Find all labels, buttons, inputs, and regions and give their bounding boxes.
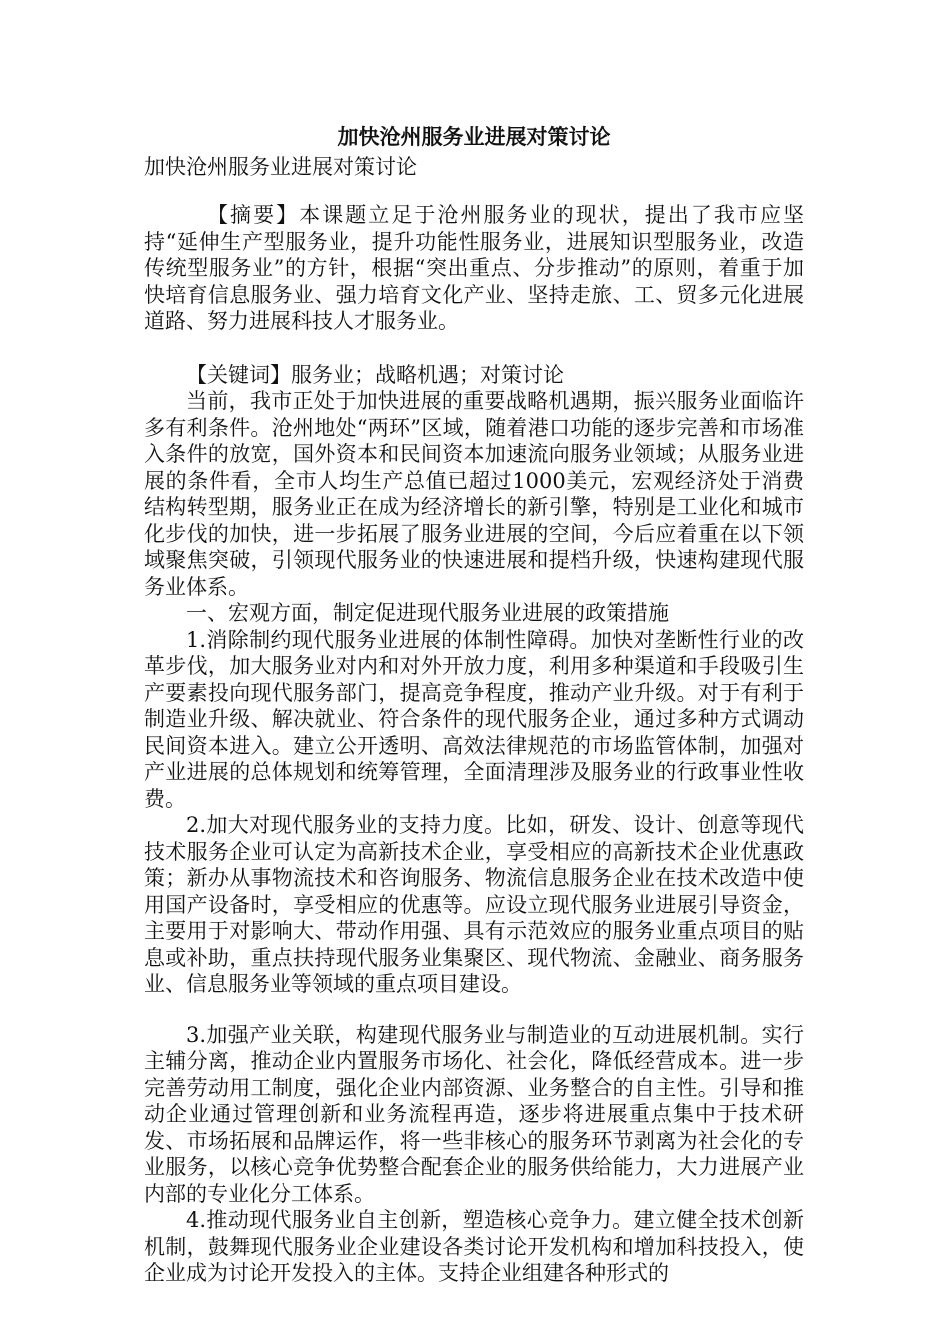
section-heading-1: 一、宏观方面，制定促进现代服务业进展的政策措施: [186, 601, 669, 625]
body-paragraph-2: 1.消除制约现代服务业进展的体制性障碍。加快对垄断性行业的改革步伐，加大服务业对内和对外开放力度，利用多种渠道和手段吸引生产要素投向现代服务部门，提高竞争程度，推动产业升级。对于有利于制造业升级、解决就业、符合条件的现代服务企业，通过多种方式调动民间资本进入。建立公开透明、高效法律规范的市场监管体制，加强对产业进展的总体规划和统筹管理，全面清理涉及服务业的行政事业性收费。: [144, 627, 804, 811]
document-title: 加快沧州服务业进展对策讨论: [337, 124, 611, 149]
body-paragraph-3: 2.加大对现代服务业的支持力度。比如，研发、设计、创意等现代技术服务企业可认定为高新技术企业，享受相应的高新技术企业优惠政策；新办从事物流技术和咨询服务、物流信息服务企业在技术改造中使用国产设备时，享受相应的优惠等。应设立现代服务业进展引导资金，主要用于对影响大、带动作用强、具有示范效应的服务业重点项目的贴息或补助，重点扶持现代服务业集聚区、现代物流、金融业、商务服务业、信息服务业等领域的重点项目建设。: [144, 813, 804, 996]
abstract-paragraph: 【摘要】本课题立足于沧州服务业的现状，提出了我市应坚持“延伸生产型服务业，提升功能性服务业，进展知识型服务业，改造传统型服务业”的方针，根据“突出重点、分步推动”的原则，着重于加快培育信息服务业、强力培育文化产业、坚持走旅、工、贸多元化进展道路、努力进展科技人才服务业。: [144, 203, 804, 333]
document-subtitle: 加快沧州服务业进展对策讨论: [144, 155, 417, 179]
body-paragraph-5: 4.推动现代服务业自主创新，塑造核心竞争力。建立健全技术创新机制，鼓舞现代服务业企业建设各类讨论开发机构和增加科技投入，使企业成为讨论开发投入的主体。支持企业组建各种形式的: [144, 1208, 804, 1285]
keywords-line: 【关键词】服务业；战略机遇；对策讨论: [186, 362, 564, 387]
body-paragraph-1: 当前，我市正处于加快进展的重要战略机遇期，振兴服务业面临许多有利条件。沧州地处“两环”区域，随着港口功能的逐步完善和市场准入条件的放宽，国外资本和民间资本加速流向服务业领域；从服务业进展的条件看，全市人均生产总值已超过1000美元，宏观经济处于消费结构转型期，服务业正在成为经济增长的新引擎，特别是工业化和城市化步伐的加快，进一步拓展了服务业进展的空间，今后应着重在以下领域聚焦突破，引领现代服务业的快速进展和提档升级，快速构建现代服务业体系。: [144, 389, 804, 599]
document-body: [144, 122, 804, 1287]
body-paragraph-4: 3.加强产业关联，构建现代服务业与制造业的互动进展机制。实行主辅分离，推动企业内置服务市场化、社会化，降低经营成本。进一步完善劳动用工制度，强化企业内部资源、业务整合的自主性。引导和推动企业通过管理创新和业务流程再造，逐步将进展重点集中于技术研发、市场拓展和品牌运作，将一些非核心的服务环节剥离为社会化的专业服务，以核心竞争优势整合配套企业的服务供给能力，大力进展产业内部的专业化分工体系。: [144, 1022, 804, 1206]
